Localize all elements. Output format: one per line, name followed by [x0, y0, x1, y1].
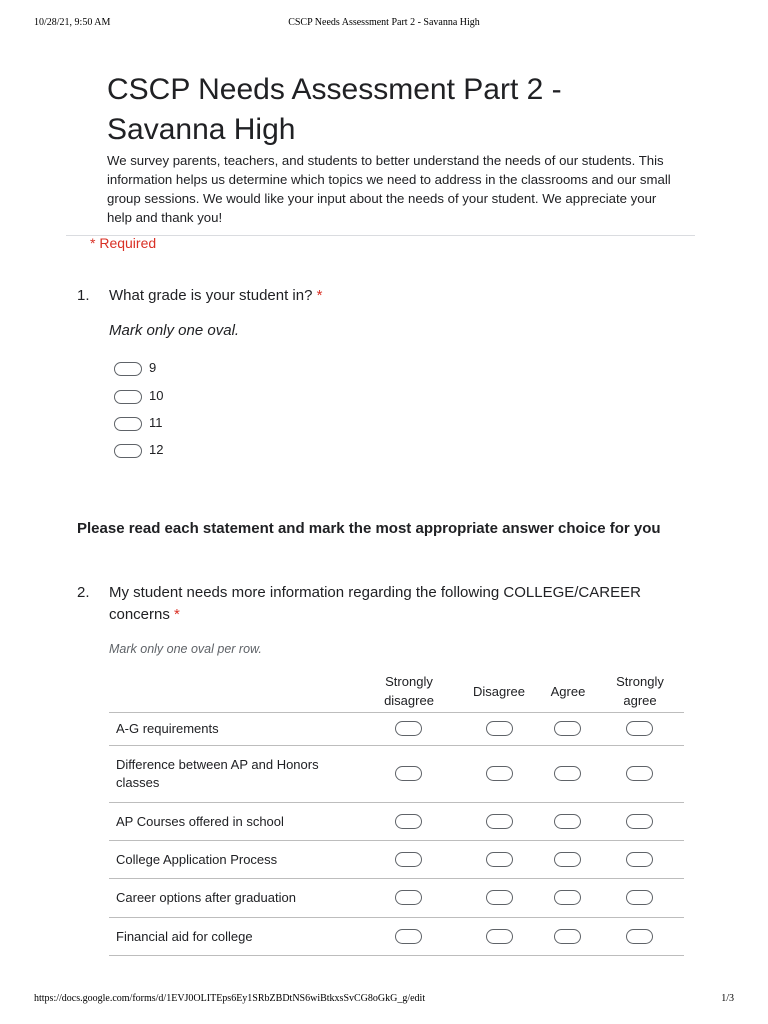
radio-oval-agree[interactable]	[554, 766, 581, 781]
required-note: * Required	[90, 235, 157, 251]
grid-row	[109, 713, 684, 746]
print-page-number: 1/3	[721, 993, 734, 1004]
q2-number: 2.	[77, 584, 90, 601]
section-heading: Please read each statement and mark the most appropriate answer choice for you	[77, 520, 661, 537]
print-footer	[0, 993, 768, 1007]
print-url: https://docs.google.com/forms/d/1EVJ0OLITEps6Ey1SRbZBDtNS6wiBtkxsSvCG8oGkG_g/edit	[34, 993, 426, 1004]
option-label: 11	[149, 415, 163, 430]
radio-oval-strongly-disagree[interactable]	[395, 852, 422, 867]
q1-option-10[interactable]	[114, 388, 164, 406]
radio-oval-agree[interactable]	[554, 814, 581, 829]
radio-oval-disagree[interactable]	[486, 890, 513, 905]
radio-oval[interactable]	[114, 444, 142, 458]
q1-option-11[interactable]	[114, 415, 163, 433]
radio-oval-disagree[interactable]	[486, 929, 513, 944]
radio-oval-strongly-disagree[interactable]	[395, 814, 422, 829]
col-strongly-disagree: Strongly disagree	[384, 674, 434, 708]
q1-option-9[interactable]	[114, 360, 157, 378]
print-datetime: 10/28/21, 9:50 AM	[34, 17, 111, 28]
q1-number: 1.	[77, 287, 90, 304]
radio-oval[interactable]	[114, 390, 142, 404]
radio-oval-agree[interactable]	[554, 929, 581, 944]
q1-text	[109, 285, 689, 307]
radio-oval-strongly-agree[interactable]	[626, 721, 653, 736]
radio-oval-agree[interactable]	[554, 852, 581, 867]
grid-row	[109, 918, 684, 956]
radio-oval-agree[interactable]	[554, 890, 581, 905]
form-description: We survey parents, teachers, and students to better understand the needs of our students. This information helps us determine which topics we need to address in the classrooms and our small group sessions. We would like your input about the needs of your student. We appreciate your help and thank you!	[107, 153, 671, 225]
q2-required-mark: *	[174, 606, 180, 623]
q1-hint: Mark only one oval.	[109, 322, 240, 339]
radio-oval-strongly-agree[interactable]	[626, 766, 653, 781]
radio-oval-disagree[interactable]	[486, 766, 513, 781]
radio-oval-disagree[interactable]	[486, 814, 513, 829]
header-divider	[66, 235, 695, 236]
option-label: 9	[149, 360, 157, 375]
row-label: AP Courses offered in school	[116, 813, 284, 829]
row-label: Difference between AP and Honors classes	[116, 757, 319, 790]
grid-row	[109, 841, 684, 879]
print-doc-title: CSCP Needs Assessment Part 2 - Savanna High	[288, 17, 480, 28]
col-strongly-agree: Strongly agree	[616, 674, 664, 708]
radio-oval-strongly-agree[interactable]	[626, 814, 653, 829]
grid-row	[109, 803, 684, 841]
radio-oval-strongly-disagree[interactable]	[395, 890, 422, 905]
row-label: College Application Process	[116, 851, 278, 867]
radio-oval-strongly-disagree[interactable]	[395, 721, 422, 736]
grid-header	[109, 670, 684, 713]
radio-oval-strongly-agree[interactable]	[626, 852, 653, 867]
radio-oval[interactable]	[114, 362, 142, 376]
q1-required-mark: *	[316, 287, 323, 304]
radio-oval-strongly-disagree[interactable]	[395, 929, 422, 944]
col-disagree: Disagree	[472, 683, 526, 699]
q2-question: My student needs more information regarding the following COLLEGE/CAREER concerns	[109, 584, 641, 623]
radio-oval-disagree[interactable]	[486, 852, 513, 867]
q2-text	[109, 582, 679, 626]
q1-question: What grade is your student in?	[109, 287, 313, 304]
row-label: Financial aid for college	[116, 928, 253, 944]
radio-oval[interactable]	[114, 417, 142, 431]
row-label: A-G requirements	[116, 721, 219, 736]
grid-row	[109, 746, 684, 803]
option-label: 10	[149, 388, 164, 403]
radio-oval-strongly-disagree[interactable]	[395, 766, 422, 781]
option-label: 12	[149, 442, 164, 457]
q2-hint: Mark only one oval per row.	[109, 642, 262, 656]
radio-oval-strongly-agree[interactable]	[626, 890, 653, 905]
col-agree: Agree	[550, 683, 586, 699]
print-header	[0, 17, 768, 31]
q1-option-12[interactable]	[114, 442, 164, 460]
grid-row	[109, 879, 684, 918]
radio-oval-disagree[interactable]	[486, 721, 513, 736]
form-title: CSCP Needs Assessment Part 2 - Savanna High	[107, 73, 562, 146]
radio-oval-strongly-agree[interactable]	[626, 929, 653, 944]
radio-oval-agree[interactable]	[554, 721, 581, 736]
likert-grid	[109, 670, 684, 956]
row-label: Career options after graduation	[116, 890, 296, 905]
